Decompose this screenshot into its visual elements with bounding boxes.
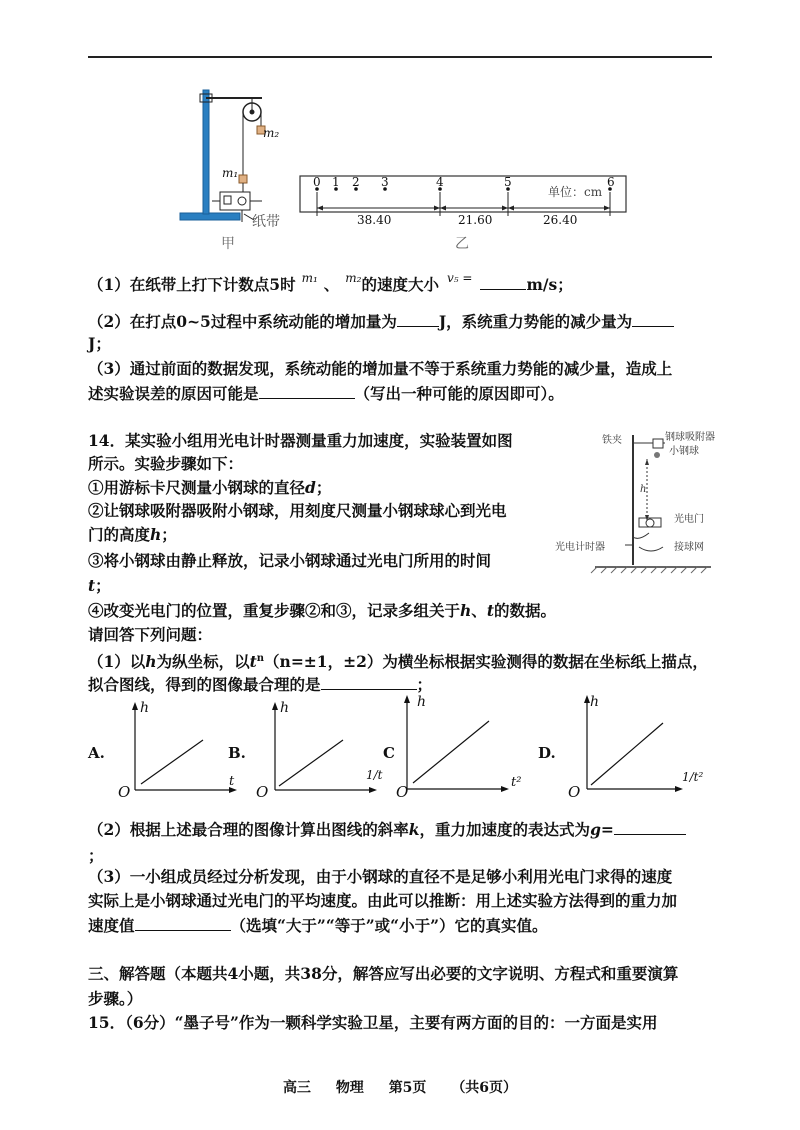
blank-compare[interactable]: [135, 914, 231, 931]
q13-part2-cont: J；: [88, 334, 111, 353]
option-c-origin: O: [396, 783, 409, 801]
caption-yi: 乙: [455, 236, 469, 252]
tape-tick-5: 5: [504, 175, 512, 189]
option-d-ylabel: h: [590, 694, 600, 710]
fig-label-h: h: [640, 484, 647, 495]
blank-g-expression[interactable]: [614, 818, 686, 835]
label-zhidai: 纸带: [252, 214, 280, 230]
footer-subject: 物理: [335, 1080, 364, 1096]
blank-ep[interactable]: [632, 310, 674, 327]
option-b-ylabel: h: [280, 700, 290, 716]
blank-v5[interactable]: [480, 273, 526, 290]
q14-step3: ③将小钢球由静止释放，记录小钢球通过光电门所用的时间: [88, 551, 492, 570]
page-footer: [0, 1077, 800, 1097]
caption-jia: 甲: [221, 236, 235, 252]
q14-part2: （2）根据上述最合理的图像计算出图线的斜率k，重力加速度的表达式为g=: [88, 818, 686, 841]
q14-part2-cont: ；: [88, 846, 104, 865]
header-rule: [88, 56, 712, 58]
q14-step1: ①用游标卡尺测量小钢球的直径d；: [88, 478, 332, 497]
option-c-xlabel: t²: [511, 775, 522, 790]
option-d-xlabel: 1/t²: [682, 770, 704, 784]
option-b-xlabel: 1/t: [366, 768, 383, 782]
tape-tick-2: 2: [352, 175, 360, 189]
tape-tick-3: 3: [381, 175, 389, 189]
fig-label-xifuqi: 钢球吸附器: [665, 432, 715, 443]
option-a-xlabel: t: [229, 774, 235, 789]
q15-line1: 15．（6分）“墨子号”作为一颗科学实验卫星，主要有两方面的目的：一方面是实用: [88, 1013, 658, 1032]
option-c-ylabel: h: [417, 694, 427, 710]
figure-apparatus-jia: [170, 80, 300, 250]
blank-ek[interactable]: [397, 310, 439, 327]
fig-label-jiajia: 铁夹: [602, 435, 622, 446]
q14-step3-cont: t；: [88, 576, 111, 595]
section3-heading-line2: 步骤。）: [88, 989, 143, 1008]
label-m2: m₂: [263, 126, 280, 140]
option-a-label: A.: [88, 744, 105, 762]
q14-part3-line2: 实际上是小钢球通过光电门的平均速度。由此可以推断：用上述实验方法得到的重力加: [88, 891, 678, 910]
tape-tick-4: 4: [436, 175, 444, 189]
option-a-ylabel: h: [140, 700, 150, 716]
fig-label-jishiqi: 光电计时器: [555, 542, 605, 553]
q14-part1-line2: 拟合图线，得到的图像最合理的是 ；: [88, 675, 433, 694]
q13-part3-line1: （3）通过前面的数据发现，系统动能的增加量不等于系统重力势能的减少量，造成上: [88, 359, 673, 378]
blank-reason[interactable]: [259, 382, 355, 399]
option-a-origin: O: [118, 783, 131, 801]
footer-total: （共6页）: [451, 1080, 518, 1096]
blank-best-graph[interactable]: [321, 673, 417, 690]
figure-tape-yi: [296, 170, 636, 240]
tape-seg-2: 21.60: [458, 213, 493, 227]
q14-part3-line1: （3）一小组成员经过分析发现，由于小钢球的直径不是足够小利用光电门求得的速度: [88, 867, 673, 886]
section3-heading-line1: 三、解答题（本题共4小题，共38分，解答应写出必要的文字说明、方程式和重要演算: [88, 964, 679, 983]
footer-page: 第5页: [388, 1080, 427, 1096]
option-b-label: B.: [228, 744, 246, 762]
q14-step4: ④改变光电门的位置，重复步骤②和③，记录多组关于h、t的数据。: [88, 601, 556, 620]
q14-line1: 14．某实验小组用光电计时器测量重力加速度，实验装置如图: [88, 431, 513, 450]
q14-step2-cont: 门的高度h；: [88, 525, 177, 544]
option-c-label: C: [383, 744, 395, 762]
q13-part2: （2）在打点0~5过程中系统动能的增加量为 J，系统重力势能的减少量为: [88, 310, 674, 333]
tape-seg-1: 38.40: [357, 213, 392, 227]
q14-prompt: 请回答下列问题：: [88, 625, 213, 644]
footer-grade: 高三: [282, 1080, 311, 1096]
option-d-origin: O: [568, 783, 581, 801]
option-d-label: D.: [538, 744, 556, 762]
label-m1: m₁: [222, 166, 239, 180]
fig-label-guangdianmen: 光电门: [674, 514, 704, 525]
q13-part1: （1）在纸带上打下计数点5时 $^{m_1}$ 、 $^{m_2}$的速度大小 $^{v_5 =}$ m/s；: [88, 271, 573, 294]
fig-label-xiaogangqiu: 小钢球: [669, 446, 699, 457]
fig-label-jieqiuwang: 接球网: [674, 542, 704, 553]
q13-part3-line2: 述实验误差的原因可能是 （写出一种可能的原因即可）。: [88, 384, 564, 403]
figure-photogate-apparatus: [575, 425, 725, 580]
q14-part3-line3: 速度值 （选填“大于”“等于”或“小于”）它的真实值。: [88, 916, 548, 935]
q14-line2: 所示。实验步骤如下：: [88, 454, 244, 473]
q14-step2: ②让钢球吸附器吸附小钢球，用刻度尺测量小钢球球心到光电: [88, 501, 507, 520]
option-c-graph: [395, 693, 530, 798]
tape-seg-3: 26.40: [543, 213, 578, 227]
tape-unit: 单位：cm: [548, 185, 603, 199]
tape-tick-1: 1: [332, 175, 340, 189]
option-b-origin: O: [256, 783, 269, 801]
q14-part1-line1: （1）以h为纵坐标，以$t^n(n=\pm 1$，±2）为横坐标根据实验测得的数据在坐标纸上描点，: [88, 652, 708, 672]
tape-tick-0: 0: [313, 175, 321, 189]
tape-tick-6: 6: [607, 175, 615, 189]
